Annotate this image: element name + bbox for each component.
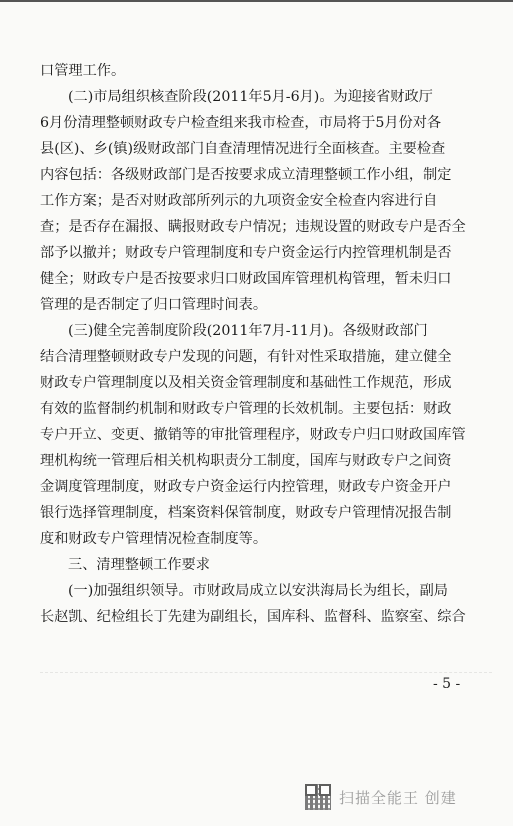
text-line: 长赵凯、纪检组长丁先建为副组长，国库科、监督科、监察室、综合 bbox=[40, 609, 466, 625]
document-body bbox=[40, 58, 492, 630]
text-line: 6月份清理整顿财政专户检查组来我市检查，市局将于5月份对各 bbox=[40, 115, 442, 131]
text-line: 专户开立、变更、撤销等的审批管理程序，财政专户归口财政国库管 bbox=[40, 427, 466, 443]
section-heading-1: (一)加强组织领导。市财政局成立以安洪海局长为组长，副局 bbox=[68, 583, 448, 599]
text-line: 县(区)、乡(镇)级财政部门自查清理情况进行全面核查。主要检查 bbox=[40, 141, 446, 157]
watermark-text: 扫描全能王 创建 bbox=[339, 788, 457, 807]
footer-divider bbox=[40, 672, 492, 673]
text-line: 部予以撤并；财政专户管理制度和专户资金运行内控管理机制是否 bbox=[40, 245, 452, 261]
text-line: 有效的监督制约机制和财政专户管理的长效机制。主要包括：财政 bbox=[40, 401, 452, 417]
text-line: 查；是否存在漏报、瞒报财政专户情况；违规设置的财政专户是否全 bbox=[40, 219, 466, 235]
text-line: 管理的是否制定了归口管理时间表。 bbox=[40, 297, 268, 313]
major-section-heading: 三、清理整顿工作要求 bbox=[68, 557, 210, 573]
text-line: 结合清理整顿财政专户发现的问题，有针对性采取措施，建立健全 bbox=[40, 349, 452, 365]
text-line: 金调度管理制度，财政专户资金运行内控管理，财政专户资金开户 bbox=[40, 479, 452, 495]
text-line: 理机构统一管理后相关机构职责分工制度，国库与财政专户之间资 bbox=[40, 453, 452, 469]
text-line: 工作方案；是否对财政部所列示的九项资金安全检查内容进行自 bbox=[40, 193, 438, 209]
qr-code-icon bbox=[305, 784, 331, 810]
section-heading-3: (三)健全完善制度阶段(2011年7月-11月)。各级财政部门 bbox=[68, 323, 428, 339]
page-number: - 5 - bbox=[433, 676, 461, 692]
text-line: 银行选择管理制度，档案资料保管制度，财政专户管理情况报告制 bbox=[40, 505, 452, 521]
text-line: 健全；财政专户是否按要求归口财政国库管理机构管理，暂未归口 bbox=[40, 271, 452, 287]
text-line: 口管理工作。 bbox=[40, 63, 126, 79]
scanner-watermark bbox=[305, 784, 457, 810]
scan-top-edge bbox=[0, 0, 513, 2]
text-line: 财政专户管理制度以及相关资金管理制度和基础性工作规范，形成 bbox=[40, 375, 452, 391]
text-line: 度和财政专户管理情况检查制度等。 bbox=[40, 531, 268, 547]
section-heading-2: (二)市局组织核查阶段(2011年5月-6月)。为迎接省财政厅 bbox=[68, 89, 433, 105]
text-line: 内容包括：各级财政部门是否按要求成立清理整顿工作小组，制定 bbox=[40, 167, 452, 183]
